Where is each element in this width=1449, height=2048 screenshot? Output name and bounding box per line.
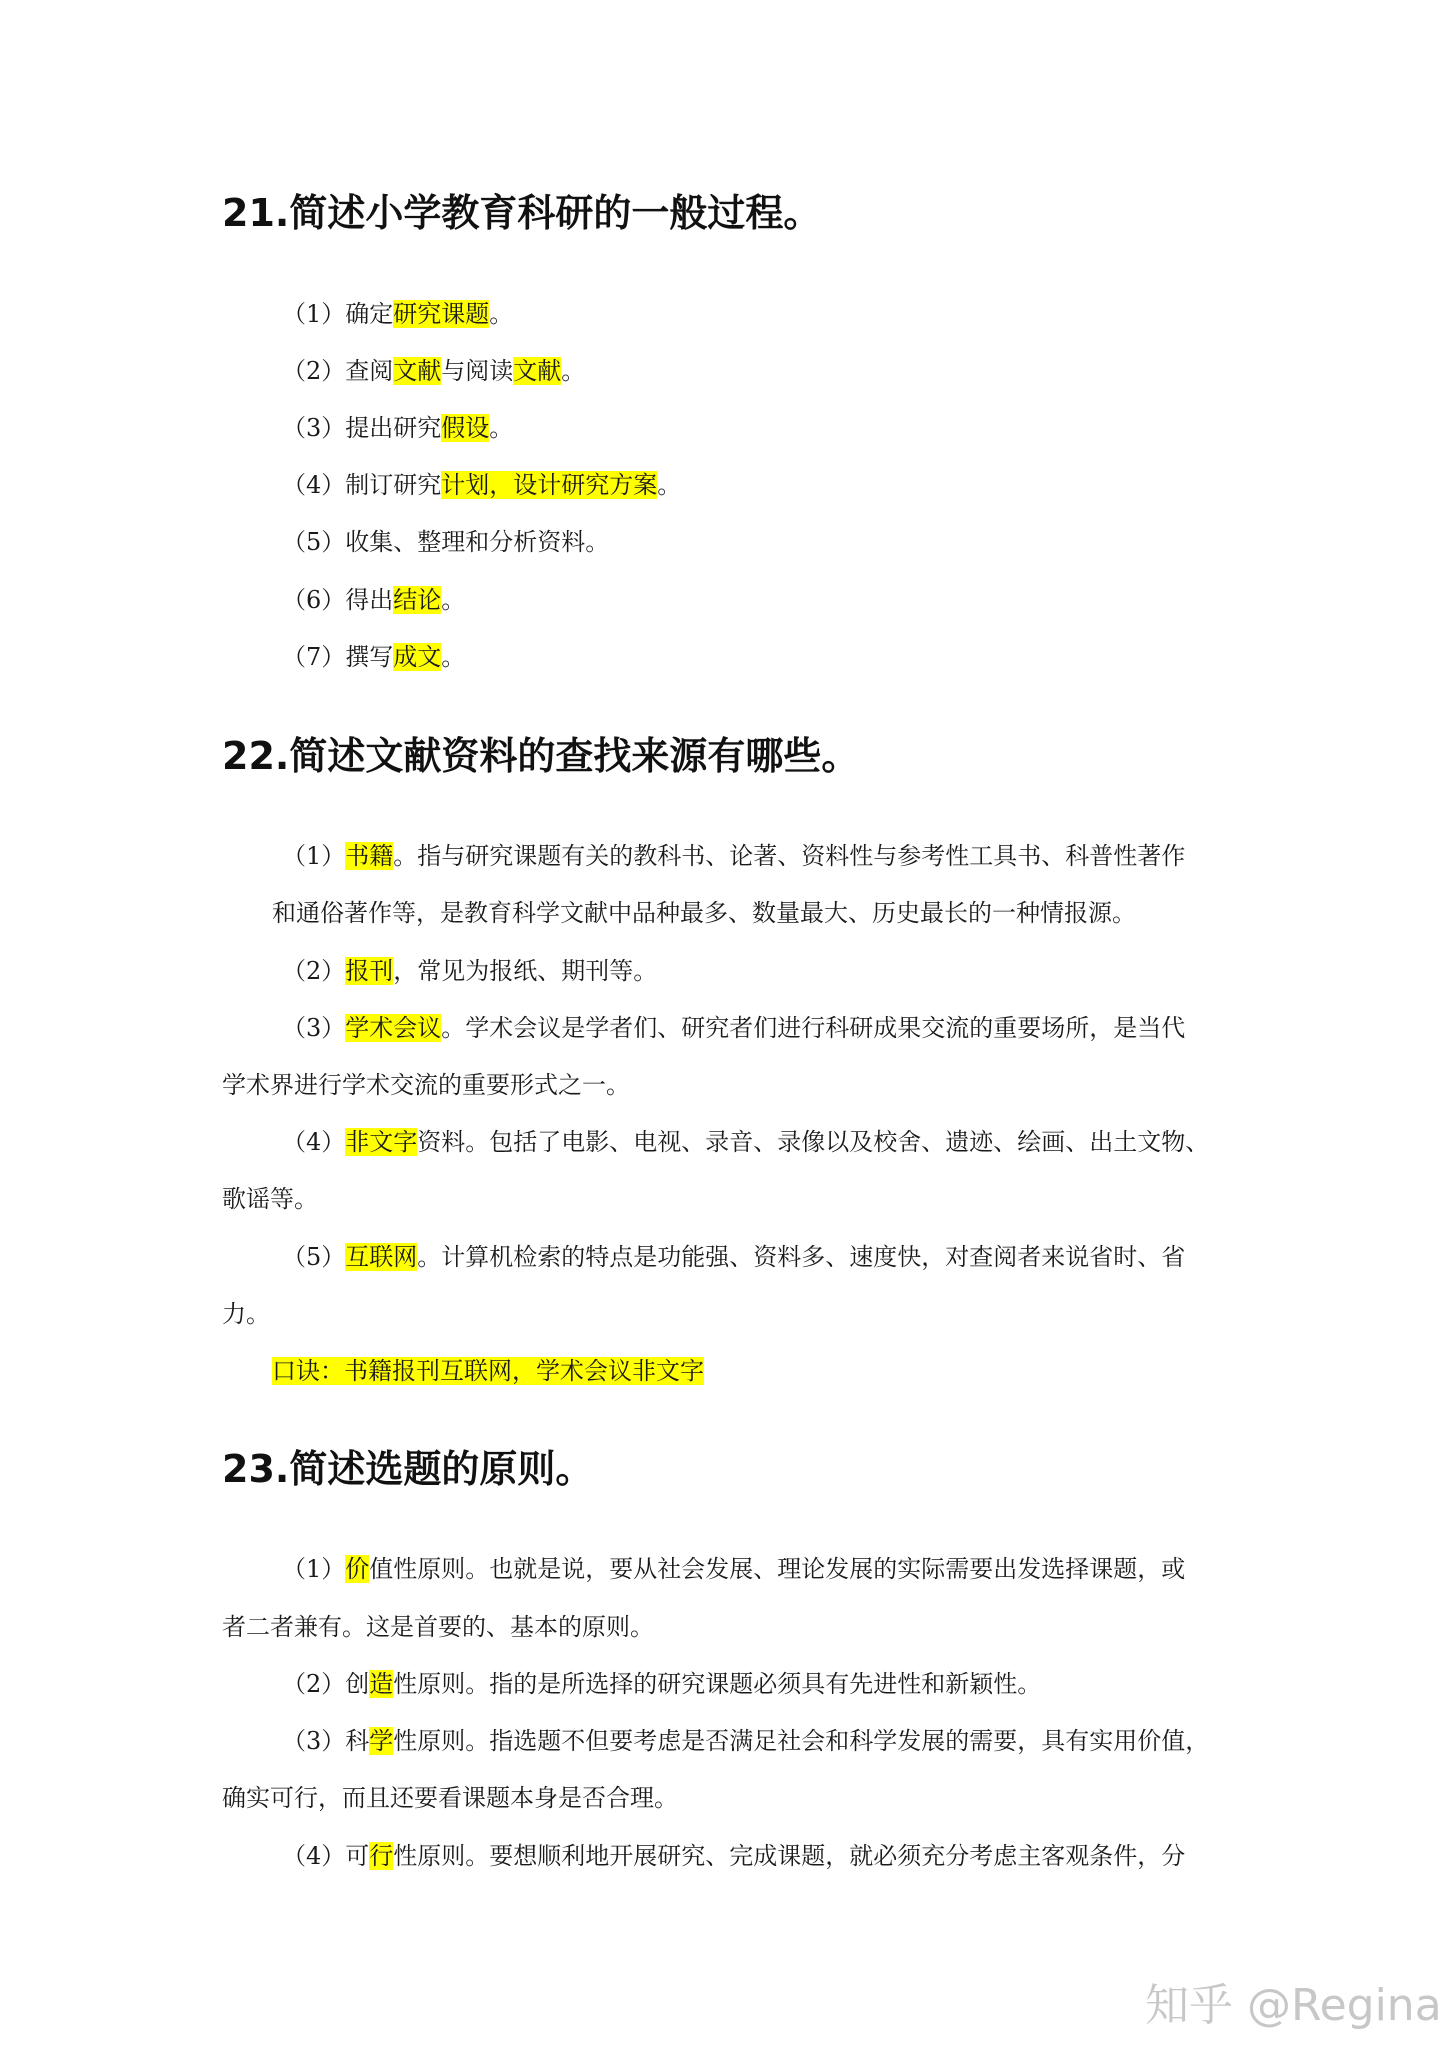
item-number: （1） (282, 300, 346, 328)
s21-item-1 (282, 294, 513, 334)
s23-item-2 (282, 1664, 1041, 1704)
highlight: 非文字 (345, 1128, 418, 1156)
item-text: 资料。包括了电影、电视、录音、录像以及校舍、遗迹、绘画、出土文物、 (417, 1128, 1210, 1156)
s23-item-1-cont: 者二者兼有。这是首要的、基本的原则。 (222, 1613, 654, 1641)
s23-item-3 (282, 1721, 1209, 1761)
item-text: 性原则。要想顺利地开展研究、完成课题，就必须充分考虑主客观条件，分 (393, 1842, 1186, 1870)
s21-item-5 (282, 522, 609, 562)
highlight: 书籍 (345, 842, 394, 870)
item-number: （2） (282, 1670, 346, 1698)
highlight: 价 (345, 1555, 370, 1583)
highlight: 造 (369, 1670, 394, 1698)
s21-item-2 (282, 351, 585, 391)
item-text: 确定 (345, 300, 394, 328)
item-number: （3） (282, 1014, 346, 1042)
item-text: 。指与研究课题有关的教科书、论著、资料性与参考性工具书、科普性著作 (393, 842, 1186, 870)
item-number: （2） (282, 957, 346, 985)
item-number: （5） (282, 528, 346, 556)
item-text: 值性原则。也就是说，要从社会发展、理论发展的实际需要出发选择课题，或 (369, 1555, 1186, 1583)
item-number: （1） (282, 1555, 346, 1583)
s22-item-1 (282, 836, 1185, 876)
item-number: （7） (282, 643, 346, 671)
highlight: 计划，设计研究方案 (441, 471, 658, 499)
item-text: 提出研究 (345, 414, 442, 442)
s22-item-4-cont: 歌谣等。 (222, 1185, 318, 1213)
item-number: （4） (282, 1128, 346, 1156)
item-number: （3） (282, 1727, 346, 1755)
item-text: 。计算机检索的特点是功能强、资料多、速度快，对查阅者来说省时、省 (417, 1243, 1186, 1271)
s22-item-5 (282, 1237, 1185, 1277)
s22-item-5-cont: 力。 (222, 1300, 270, 1328)
highlight: 互联网 (345, 1243, 418, 1271)
item-number: （3） (282, 414, 346, 442)
item-number: （1） (282, 842, 346, 870)
highlight: 学术会议 (345, 1014, 442, 1042)
item-number: （4） (282, 471, 346, 499)
highlight: 文献 (513, 357, 562, 385)
item-text: 。 (441, 586, 466, 614)
watermark: 知乎 @Regina (1145, 1980, 1442, 2031)
s23-item-4 (282, 1836, 1185, 1876)
item-text: 撰写 (345, 643, 394, 671)
item-number: （5） (282, 1243, 346, 1271)
item-number: （6） (282, 586, 346, 614)
s22-item-4 (282, 1122, 1209, 1162)
s21-item-6 (282, 580, 465, 620)
item-text: 性原则。指选题不但要考虑是否满足社会和科学发展的需要，具有实用价值， (393, 1727, 1210, 1755)
item-text: 。 (489, 300, 514, 328)
section-23-title: 23.简述选题的原则。 (222, 1447, 594, 1491)
highlight: 学 (369, 1727, 394, 1755)
item-text: 。 (561, 357, 586, 385)
highlight: 结论 (393, 586, 442, 614)
s21-item-7 (282, 637, 465, 677)
item-text: 查阅 (345, 357, 394, 385)
mnemonic (272, 1351, 704, 1391)
highlight: 研究课题 (393, 300, 490, 328)
s23-item-3-cont: 确实可行，而且还要看课题本身是否合理。 (222, 1784, 678, 1812)
s22-item-3-cont: 学术界进行学术交流的重要形式之一。 (222, 1071, 630, 1099)
item-number: （4） (282, 1842, 346, 1870)
item-text: 科 (345, 1727, 370, 1755)
s21-item-3 (282, 408, 513, 448)
highlight: 成文 (393, 643, 442, 671)
highlight: 假设 (441, 414, 490, 442)
item-text: ，常见为报纸、期刊等。 (393, 957, 658, 985)
item-text: 可 (345, 1842, 370, 1870)
s22-item-3 (282, 1008, 1185, 1048)
item-text: 。 (657, 471, 682, 499)
item-text: 。 (441, 643, 466, 671)
s23-item-1 (282, 1549, 1185, 1589)
s22-item-2 (282, 951, 657, 991)
item-text: 制订研究 (345, 471, 442, 499)
item-text: 。 (489, 414, 514, 442)
highlight: 文献 (393, 357, 442, 385)
highlight: 行 (369, 1842, 394, 1870)
section-21-title: 21.简述小学教育科研的一般过程。 (222, 191, 822, 235)
item-text: 收集、整理和分析资料。 (345, 528, 610, 556)
item-text: 与阅读 (441, 357, 514, 385)
item-text: 得出 (345, 586, 394, 614)
item-number: （2） (282, 357, 346, 385)
s21-item-4 (282, 465, 681, 505)
highlight: 口诀：书籍报刊互联网，学术会议非文字 (272, 1357, 704, 1385)
item-text: 。学术会议是学者们、研究者们进行科研成果交流的重要场所，是当代 (441, 1014, 1186, 1042)
section-22-title: 22.简述文献资料的查找来源有哪些。 (222, 734, 860, 778)
s22-item-1-cont: 和通俗著作等，是教育科学文献中品种最多、数量最大、历史最长的一种情报源。 (272, 899, 1136, 927)
item-text: 性原则。指的是所选择的研究课题必须具有先进性和新颖性。 (393, 1670, 1042, 1698)
item-text: 创 (345, 1670, 370, 1698)
highlight: 报刊 (345, 957, 394, 985)
